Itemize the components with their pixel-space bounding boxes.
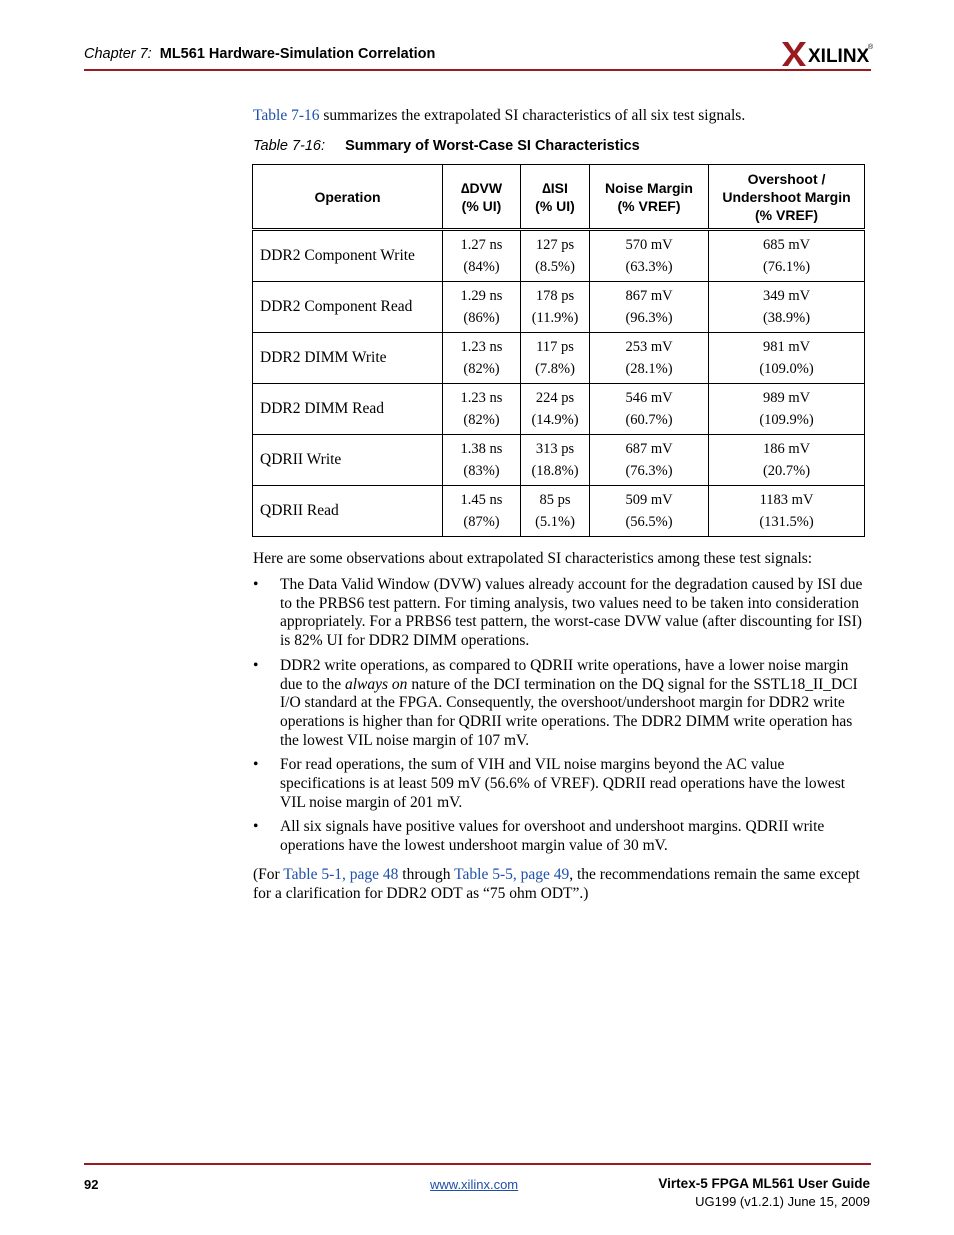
overshoot-cell: 989 mV (109.9%) xyxy=(709,384,865,435)
list-item: • DDR2 write operations, as compared to QDRII write operations, have a lower noise margin due to the always on nature of the DCI termination on the DQ signal for the SSTL18_II_DCI I/O standard at the FPGA. Consequently, the overshoot/undershoot margin for DDR2 write operations is higher than for QDRII write operations. The DDR2 DIMM write operation has the lowest VIL noise margin of 107 mV. xyxy=(253,656,858,749)
isi-cell: 178 ps (11.9%) xyxy=(521,282,590,333)
overshoot-cell: 1183 mV (131.5%) xyxy=(709,486,865,537)
isi-cell: 313 ps (18.8%) xyxy=(521,435,590,486)
header-dvw: ∆DVW (% UI) xyxy=(443,165,521,230)
noise-margin-cell: 570 mV (63.3%) xyxy=(590,230,709,282)
isi-cell: 224 ps (14.9%) xyxy=(521,384,590,435)
dvw-cell: 1.38 ns (83%) xyxy=(443,435,521,486)
list-item: • For read operations, the sum of VIH and VIL noise margins beyond the AC value specifications is at least 509 mV (56.6% of VREF). QDRII read operations have the lowest VIL noise margin of 201 mV. xyxy=(253,756,846,811)
table-5-1-link[interactable]: Table 5-1, page 48 xyxy=(283,866,399,883)
noise-margin-cell: 509 mV (56.5%) xyxy=(590,486,709,537)
table-5-5-link[interactable]: Table 5-5, page 49 xyxy=(454,866,570,883)
page-number: 92 xyxy=(84,1177,99,1192)
bullet-icon: • xyxy=(253,818,259,836)
noise-margin-cell: 867 mV (96.3%) xyxy=(590,282,709,333)
dvw-cell: 1.23 ns (82%) xyxy=(443,333,521,384)
si-characteristics-table xyxy=(252,164,865,537)
intro-paragraph xyxy=(253,107,745,125)
observations-intro: Here are some observations about extrapolated SI characteristics among these test signals: xyxy=(253,550,813,567)
footer-rule xyxy=(84,1163,871,1165)
dvw-cell: 1.27 ns (84%) xyxy=(443,230,521,282)
table-caption xyxy=(253,138,640,154)
table-row xyxy=(253,486,865,537)
overshoot-cell: 349 mV (38.9%) xyxy=(709,282,865,333)
list-item: • The Data Valid Window (DVW) values already account for the degradation caused by ISI due to the PRBS6 test pattern. For timing analysis, two values need to be taken into consideration appropriately. For a PRBS6 test pattern, the worst-case DVW value (after discounting for ISI) is 82% UI for DDR2 DIMM operations. xyxy=(253,576,863,650)
dvw-cell: 1.29 ns (86%) xyxy=(443,282,521,333)
noise-margin-cell: 546 mV (60.7%) xyxy=(590,384,709,435)
header-overshoot-margin: Overshoot / Undershoot Margin (% VREF) xyxy=(709,165,865,230)
doc-id: UG199 (v1.2.1) June 15, 2009 xyxy=(695,1194,870,1209)
dvw-cell: 1.23 ns (82%) xyxy=(443,384,521,435)
guide-title: Virtex-5 FPGA ML561 User Guide xyxy=(658,1176,870,1191)
bullet-icon: • xyxy=(253,656,259,674)
emphasis-always-on: always on xyxy=(345,675,408,693)
overshoot-cell: 186 mV (20.7%) xyxy=(709,435,865,486)
table-row xyxy=(253,230,865,282)
list-item: • All six signals have positive values for overshoot and undershoot margins. QDRII write operations have the lowest undershoot margin value of 30 mV. xyxy=(253,818,825,855)
caption-label: Table 7-16: xyxy=(253,138,326,154)
bullet-icon: • xyxy=(253,576,259,593)
table-row xyxy=(253,282,865,333)
operation-cell: QDRII Read xyxy=(253,486,443,537)
intro-text: summarizes the extrapolated SI characteristics of all six test signals. xyxy=(319,107,746,124)
running-header xyxy=(84,46,435,62)
bullet-icon: • xyxy=(253,756,259,774)
isi-cell: 117 ps (7.8%) xyxy=(521,333,590,384)
overshoot-cell: 685 mV (76.1%) xyxy=(709,230,865,282)
caption-title: Summary of Worst-Case SI Characteristics xyxy=(345,138,640,154)
website-link[interactable]: www.xilinx.com xyxy=(430,1177,519,1192)
isi-cell: 127 ps (8.5%) xyxy=(521,230,590,282)
observations-list xyxy=(253,576,871,862)
chapter-title: ML561 Hardware-Simulation Correlation xyxy=(159,46,436,62)
chapter-label: Chapter 7: xyxy=(84,46,152,62)
header-rule xyxy=(84,69,871,71)
operation-cell: QDRII Write xyxy=(253,435,443,486)
overshoot-cell: 981 mV (109.0%) xyxy=(709,333,865,384)
operation-cell: DDR2 Component Write xyxy=(253,230,443,282)
header-noise-margin: Noise Margin (% VREF) xyxy=(590,165,709,230)
table-row xyxy=(253,435,865,486)
header-isi: ∆ISI (% UI) xyxy=(521,165,590,230)
noise-margin-cell: 687 mV (76.3%) xyxy=(590,435,709,486)
table-header-row xyxy=(253,165,865,230)
xilinx-logo xyxy=(782,40,874,68)
operation-cell: DDR2 Component Read xyxy=(253,282,443,333)
table-7-16-link[interactable]: Table 7-16 xyxy=(253,107,320,124)
operation-cell: DDR2 DIMM Write xyxy=(253,333,443,384)
noise-margin-cell: 253 mV (28.1%) xyxy=(590,333,709,384)
closing-paragraph: (For Table 5-1, page 48 through Table 5-5, page 49, the recommendations remain the same except for a clarification for DDR2 ODT as “75 ohm ODT”.) xyxy=(253,866,860,902)
logo-registered: ® xyxy=(868,44,874,51)
operation-cell: DDR2 DIMM Read xyxy=(253,384,443,435)
table-row xyxy=(253,333,865,384)
logo-text: XILINX xyxy=(808,46,870,67)
table-row xyxy=(253,384,865,435)
header-operation: Operation xyxy=(253,165,443,230)
isi-cell: 85 ps (5.1%) xyxy=(521,486,590,537)
dvw-cell: 1.45 ns (87%) xyxy=(443,486,521,537)
